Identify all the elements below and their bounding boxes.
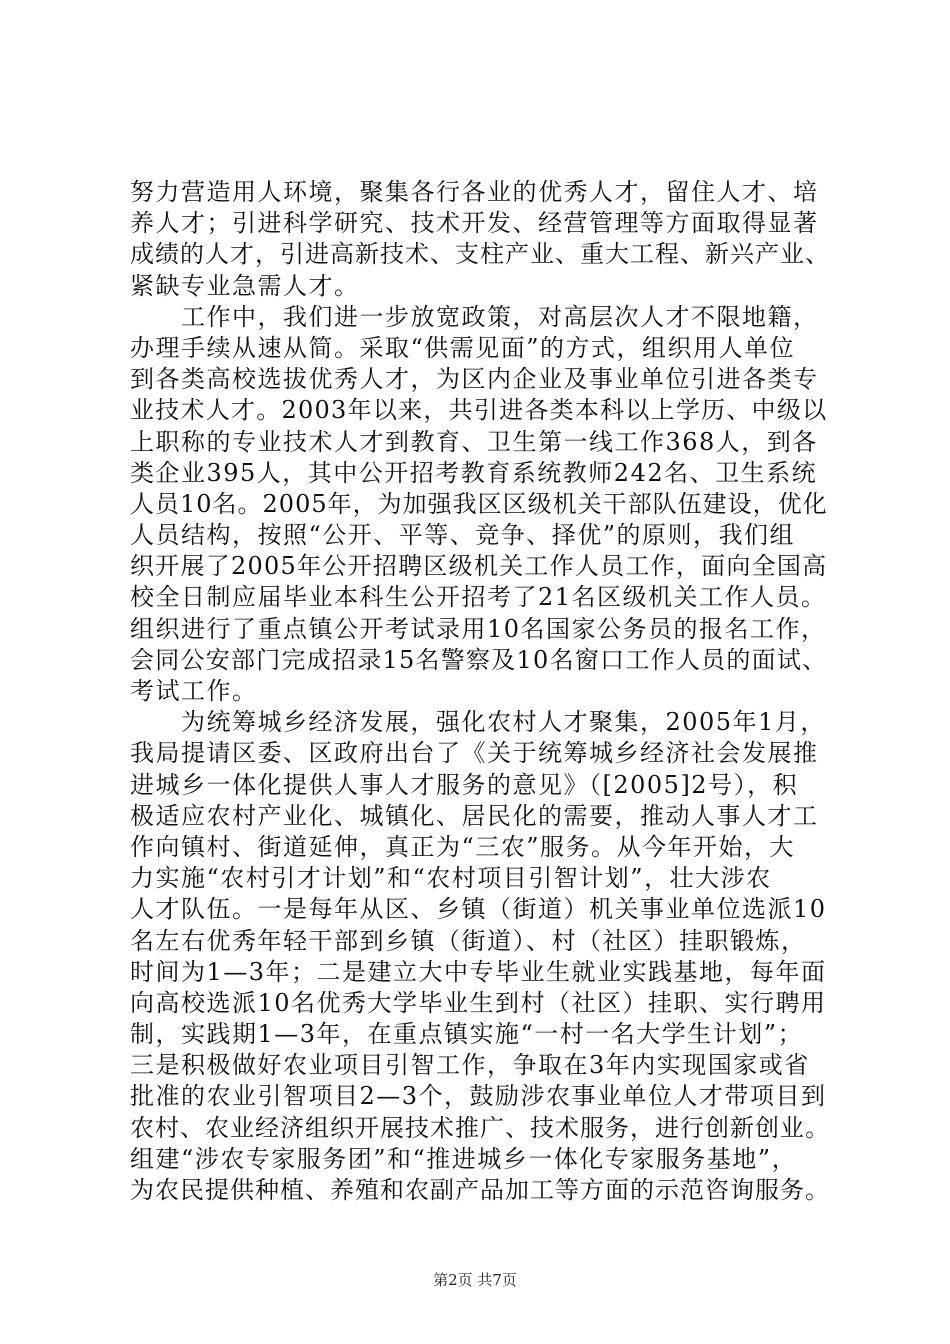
text-line: 农村、农业经济组织开展技术推广、技术服务，进行创新创业。 [130,1113,830,1142]
text-line: 工作中，我们进一步放宽政策，对高层次人才不限地籍， [130,302,819,331]
text-line: 名左右优秀年轻干部到乡镇（街道）、村（社区）挂职锻炼， [130,926,807,955]
text-line: 作向镇村、街道延伸，真正为“三农”服务。从今年开始，大 [130,832,796,861]
text-line: 制，实践期1—3年，在重点镇实施“一村一名大学生计划”； [130,1020,804,1049]
text-line: 织开展了2005年公开招聘区级机关工作人员工作，面向全国高 [130,552,828,581]
text-line: 紧缺专业急需人才。 [130,271,360,300]
text-line: 办理手续从速从简。采取“供需见面”的方式，组织用人单位 [130,333,796,362]
text-line: 到各类高校选拔优秀人才，为区内企业及事业单位引进各类专 [130,365,819,394]
text-line: 组建“涉农专家服务团”和“推进城乡一体化专家服务基地”， [130,1144,798,1173]
text-line: 校全日制应届毕业本科生公开招考了21名区级机关工作人员。 [130,583,827,612]
text-line: 为统筹城乡经济发展，强化农村人才聚集，2005年1月， [130,708,826,737]
text-line: 批准的农业引智项目2—3个，鼓励涉农事业单位人才带项目到 [130,1082,827,1111]
text-line: 力实施“农村引才计划”和“农村项目引智计划”，壮大涉农 [130,864,772,893]
text-line: 会同公安部门完成招录15名警察及10名窗口工作人员的面试、 [130,645,828,674]
text-line: 努力营造用人环境，聚集各行各业的优秀人才，留住人才、培 [130,178,819,206]
text-line: 时间为1—3年；二是建立大中专毕业生就业实践基地，每年面 [130,957,827,986]
text-line: 三是积极做好农业项目引智工作，争取在3年内实现国家或省 [130,1051,810,1080]
text-line: 上职称的专业技术人才到教育、卫生第一线工作368人，到各 [130,427,818,456]
text-line: 为农民提供种植、养殖和农副产品加工等方面的示范咨询服务。 [130,1176,830,1204]
text-line: 人员结构，按照“公开、平等、竞争、择优”的原则，我们组 [130,521,796,550]
text-line: 考试工作。 [130,677,258,705]
text-line: 组织进行了重点镇公开考试录用10名国家公务员的报名工作， [130,614,827,643]
text-line: 养人才；引进科学研究、技术开发、经营管理等方面取得显著 [130,209,819,238]
text-line: 人员10名。2005年，为加强我区区级机关干部队伍建设，优化 [130,489,828,518]
body-text [130,177,830,1206]
text-line: 类企业395人，其中公开招考教育系统教师242名、卫生系统 [130,458,818,487]
text-line: 极适应农村产业化、城镇化、居民化的需要，推动人事人才工 [130,801,819,830]
text-line: 向高校选派10名优秀大学毕业生到村（社区）挂职、实行聘用 [130,988,827,1017]
page-footer: 第2页 共7页 [433,1271,517,1289]
text-line: 我局提请区委、区政府出台了《关于统筹城乡经济社会发展推 [130,739,819,768]
text-line: 业技术人才。2003年以来，共引进各类本科以上学历、中级以 [130,396,828,425]
text-line: 成绩的人才，引进高新技术、支柱产业、重大工程、新兴产业、 [130,240,830,269]
text-line: 进城乡一体化提供人事人才服务的意见》（[2005]2号），积 [130,770,799,799]
text-line: 人才队伍。一是每年从区、乡镇（街道）机关事业单位选派10 [130,895,827,924]
